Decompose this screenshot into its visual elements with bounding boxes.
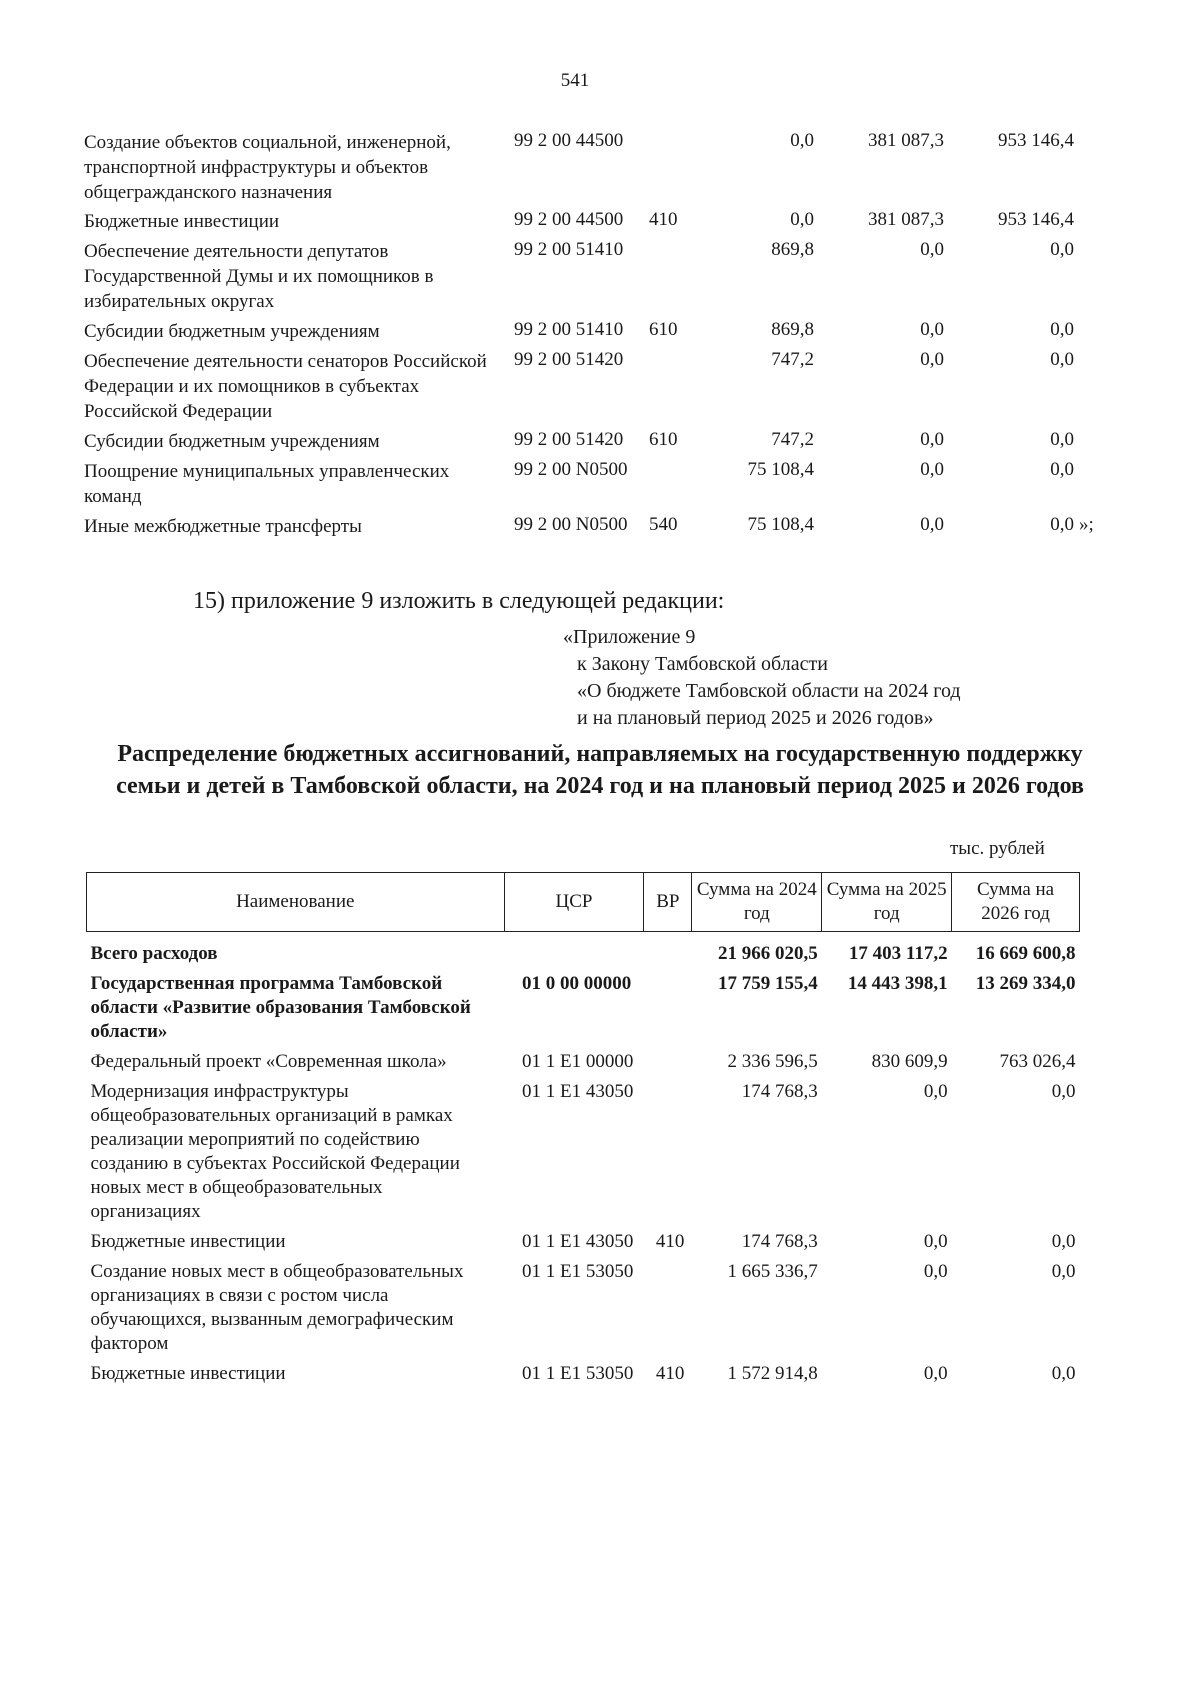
row-name: Субсидии бюджетным учреждениям: [84, 321, 380, 342]
row-vr: [644, 1048, 692, 1078]
row-value-2026: 0,0: [1051, 1081, 1076, 1102]
table-row: [87, 1258, 1080, 1360]
table-row: [84, 239, 1104, 319]
row-value-2026: 953 146,4: [998, 209, 1074, 230]
row-value-2024: 869,8: [771, 239, 814, 260]
amendment-line: 15) приложение 9 изложить в следующей редакции:: [193, 588, 725, 614]
row-csr: 99 2 00 N0500: [514, 459, 628, 480]
row-value-2025: 830 609,9: [871, 1051, 948, 1072]
table-row: [84, 209, 1104, 239]
row-value-2024: 869,8: [771, 319, 814, 340]
row-value-2026: 13 269 334,0: [975, 973, 1076, 994]
page-number: 541: [560, 70, 590, 91]
appendix-line: к Закону Тамбовской области: [577, 653, 828, 675]
row-value-2025: 381 087,3: [868, 209, 944, 230]
row-csr: 99 2 00 44500: [514, 209, 624, 230]
row-value-2026: 0,0: [1050, 349, 1074, 370]
row-value-2026: 16 669 600,8: [975, 943, 1076, 964]
table-row: [84, 514, 1104, 544]
row-name: Обеспечение деятельности сенаторов Российской Федерации и их помощников в субъектах Российской Федерации: [84, 351, 487, 422]
row-value-2024: 0,0: [790, 209, 814, 230]
row-value-2024: 2 336 596,5: [727, 1051, 818, 1072]
row-name: Государственная программа Тамбовской области «Развитие образования Тамбовской области»: [90, 973, 471, 1042]
table-row: [84, 319, 1104, 349]
row-csr: 01 0 00 00000: [522, 973, 632, 994]
row-name: Бюджетные инвестиции: [90, 1363, 286, 1384]
row-value-2024: 21 966 020,5: [717, 943, 818, 964]
row-name: Модернизация инфраструктуры общеобразовательных организаций в рамках реализации мероприятий по содействию созданию в субъектах Российской Федерации новых мест в общеобразовательных организациях: [90, 1081, 460, 1222]
units-label: тыс. рублей: [950, 838, 1045, 859]
table-row: [84, 429, 1104, 459]
row-csr: 99 2 00 51420: [514, 429, 624, 450]
row-csr: 01 1 E1 00000: [522, 1051, 634, 1072]
row-value-2026: 0,0: [1051, 1231, 1076, 1252]
row-value-2024: 0,0: [790, 130, 814, 151]
row-csr: 99 2 00 51420: [514, 349, 624, 370]
header-csr: ЦСР: [504, 873, 644, 932]
header-2026: Сумма на 2026 год: [952, 873, 1080, 932]
table-row: [84, 130, 1104, 209]
table-row: [87, 970, 1080, 1048]
row-vr: 410: [649, 209, 678, 230]
row-value-2024: 1 665 336,7: [727, 1261, 818, 1282]
row-value-2025: 14 443 398,1: [847, 973, 948, 994]
row-csr: 01 1 E1 43050: [522, 1081, 634, 1102]
appendix-header: [563, 624, 961, 732]
appendix-line: и на плановый период 2025 и 2026 годов»: [577, 707, 934, 729]
row-value-2024: 174 768,3: [741, 1081, 818, 1102]
row-name: Бюджетные инвестиции: [84, 211, 280, 232]
row-value-2026: 0,0: [1050, 459, 1074, 480]
row-name: Обеспечение деятельности депутатов Государственной Думы и их помощников в избирательных округах: [84, 241, 434, 312]
document-title: Распределение бюджетных ассигнований, направляемых на государственную поддержку семьи и детей в Тамбовской области, на 2024 год и на плановый период 2025 и 2026 годов: [116, 741, 1084, 799]
row-name: Создание объектов социальной, инженерной, транспортной инфраструктуры и объектов общегражданского назначения: [84, 132, 451, 203]
row-value-2025: 0,0: [920, 514, 944, 535]
appendix-line: «Приложение 9: [563, 626, 696, 648]
row-vr: [644, 1078, 692, 1228]
row-csr: 01 1 E1 53050: [522, 1363, 634, 1384]
row-csr: 99 2 00 44500: [514, 130, 624, 151]
row-value-2026: 0,0: [1050, 514, 1074, 535]
row-vr: [644, 932, 692, 971]
table-row-total: [87, 932, 1080, 971]
row-csr: 99 2 00 N0500: [514, 514, 628, 535]
row-vr: [644, 1258, 692, 1360]
row-name: Федеральный проект «Современная школа»: [90, 1051, 447, 1072]
row-vr: 410: [655, 1363, 685, 1384]
header-2024: Сумма на 2024 год: [692, 873, 822, 932]
row-vr: 610: [649, 319, 678, 340]
row-name: Субсидии бюджетным учреждениям: [84, 431, 380, 452]
row-name: Бюджетные инвестиции: [90, 1231, 286, 1252]
header-vr: ВР: [644, 873, 692, 932]
row-value-2024: 75 108,4: [747, 459, 814, 480]
closing-quote: »;: [1079, 514, 1094, 535]
row-value-2026: 0,0: [1050, 429, 1074, 450]
budget-table: [86, 872, 1080, 1390]
row-csr: 01 1 E1 43050: [522, 1231, 634, 1252]
row-value-2025: 381 087,3: [868, 130, 944, 151]
table-header-row: [87, 873, 1080, 932]
row-csr: 01 1 E1 53050: [522, 1261, 634, 1282]
row-csr: 99 2 00 51410: [514, 319, 624, 340]
row-value-2025: 17 403 117,2: [848, 943, 948, 964]
row-name: Всего расходов: [90, 943, 218, 964]
row-value-2026: 763 026,4: [999, 1051, 1076, 1072]
table-row: [87, 1360, 1080, 1390]
row-value-2025: 0,0: [920, 319, 944, 340]
row-value-2026: 0,0: [1050, 239, 1074, 260]
row-vr: 410: [655, 1231, 685, 1252]
row-vr: 540: [649, 514, 678, 535]
row-value-2025: 0,0: [923, 1363, 948, 1384]
row-value-2026: 953 146,4: [998, 130, 1074, 151]
row-value-2024: 75 108,4: [747, 514, 814, 535]
row-value-2024: 174 768,3: [741, 1231, 818, 1252]
row-csr: [504, 932, 644, 971]
row-value-2024: 1 572 914,8: [727, 1363, 818, 1384]
table-row: [84, 349, 1104, 429]
row-value-2025: 0,0: [920, 459, 944, 480]
row-vr: 610: [649, 429, 678, 450]
row-value-2025: 0,0: [923, 1081, 948, 1102]
row-name: Поощрение муниципальных управленческих команд: [84, 461, 450, 507]
row-value-2024: 17 759 155,4: [717, 973, 818, 994]
row-value-2025: 0,0: [920, 349, 944, 370]
row-value-2026: 0,0: [1051, 1363, 1076, 1384]
table-row: [87, 1078, 1080, 1228]
row-name: Создание новых мест в общеобразовательных организациях в связи с ростом числа обучающихся, вызванным демографическим фактором: [90, 1261, 464, 1354]
row-vr: [644, 970, 692, 1048]
row-value-2024: 747,2: [771, 429, 814, 450]
row-value-2024: 747,2: [771, 349, 814, 370]
row-value-2026: 0,0: [1051, 1261, 1076, 1282]
row-value-2025: 0,0: [923, 1261, 948, 1282]
appendix-line: «О бюджете Тамбовской области на 2024 год: [577, 680, 961, 702]
header-name: Наименование: [87, 873, 505, 932]
row-value-2025: 0,0: [920, 239, 944, 260]
row-value-2025: 0,0: [920, 429, 944, 450]
row-value-2026: 0,0: [1050, 319, 1074, 340]
row-csr: 99 2 00 51410: [514, 239, 624, 260]
row-name: Иные межбюджетные трансферты: [84, 516, 362, 537]
header-2025: Сумма на 2025 год: [822, 873, 952, 932]
row-value-2025: 0,0: [923, 1231, 948, 1252]
table-row: [84, 459, 1104, 514]
table-row: [87, 1228, 1080, 1258]
continuation-table: [84, 130, 1104, 544]
table-row: [87, 1048, 1080, 1078]
